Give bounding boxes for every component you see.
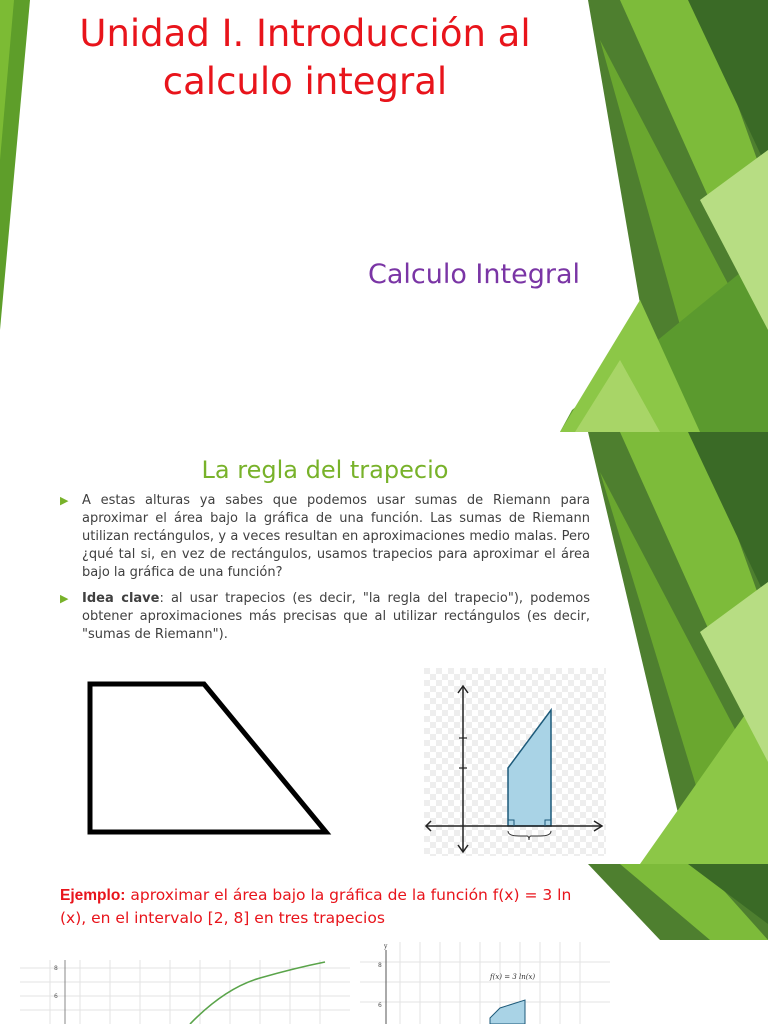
y-tick-label: 8 [378,962,382,969]
ln-graph-right [360,942,610,1024]
slide-trapecio-title: La regla del trapecio [201,456,449,484]
slide-subtitle: Calculo Integral [367,259,580,290]
bullet-arrow-icon: ▶ [60,592,69,605]
example-label: Ejemplo: [60,887,126,904]
slide-title-heading: Unidad I. Introducción al calculo integral [79,12,531,103]
bullet-item [60,590,590,644]
ln-graph-left [20,960,350,1024]
trapezoid-figure [80,676,336,836]
bullet-text: A estas alturas ya sabes que podemos usar sumas de Riemann para aproximar el área bajo la gráfica de una función. Las sumas de Riemann utilizan rectángulos, y a veces resultan en aproximaciones medio malas. Pero ¿qué tal si, en vez de rectángulos, usamos trapecios para aproximar el área bajo la gráfica de una función? [82,493,590,580]
bullet-list [60,492,590,652]
y-tick-label: 6 [54,993,58,1000]
trapezoid-graph-figure [424,668,606,856]
y-axis-label: y [384,943,388,950]
bullet-text: : al usar trapecios (es decir, "la regla del trapecio"), podemos obtener aproximaciones más precisas que al utilizar rectángulos (es decir, "sumas de Riemann"). [82,591,590,642]
bullet-bold-label: Idea clave [82,591,160,606]
example-text: aproximar el área bajo la gráfica de la función f(x) = 3 ln (x), en el intervalo [2, 8] en tres trapecios [60,886,572,927]
slide-title [0,0,768,432]
example-statement [60,884,590,929]
y-tick-label: 8 [54,965,58,972]
bullet-item [60,492,590,582]
y-tick-label: 6 [378,1002,382,1009]
bullet-arrow-icon: ▶ [60,494,69,507]
function-label: f(x) = 3 ln(x) [490,973,536,981]
slide-ejemplo [0,864,768,1024]
slide-trapecio [0,432,768,864]
